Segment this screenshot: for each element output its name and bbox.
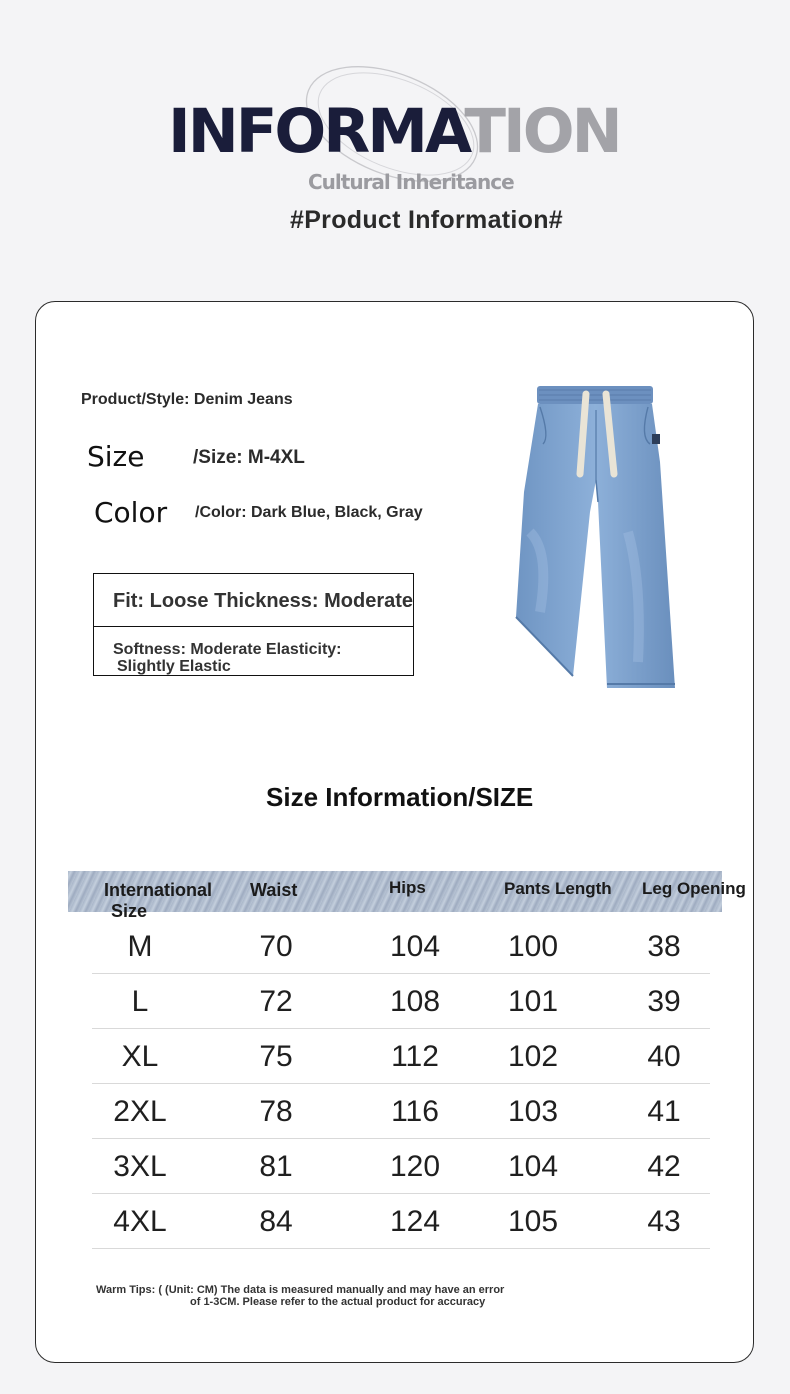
color-value: /Color: Dark Blue, Black, Gray — [195, 504, 423, 521]
cell-size: L — [131, 985, 149, 1018]
cell-waist: 81 — [259, 1150, 293, 1183]
softness-line-1: Softness: Moderate Elasticity: — [113, 641, 342, 658]
cell-hips: 124 — [389, 1205, 441, 1238]
cell-hips: 108 — [389, 985, 441, 1018]
cell-pants-length: 103 — [507, 1095, 559, 1128]
table-row — [92, 1084, 710, 1139]
fit-box-divider — [94, 626, 413, 627]
size-information-title: Size Information/SIZE — [266, 782, 534, 812]
cell-waist: 78 — [259, 1095, 293, 1128]
size-label: Size — [87, 440, 145, 473]
cell-leg-opening: 41 — [647, 1095, 681, 1128]
cell-size: XL — [121, 1040, 159, 1073]
cell-pants-length: 105 — [507, 1205, 559, 1238]
row-divider — [92, 1248, 710, 1249]
denim-jeans-icon — [510, 382, 685, 694]
cell-waist: 84 — [259, 1205, 293, 1238]
softness-line-2: Slightly Elastic — [117, 658, 231, 675]
cell-leg-opening: 40 — [647, 1040, 681, 1073]
header-subtitle: Cultural Inheritance — [308, 170, 514, 194]
header-waist: Waist — [250, 880, 298, 900]
cell-leg-opening: 43 — [647, 1205, 681, 1238]
cell-hips: 116 — [391, 1095, 439, 1128]
cell-pants-length: 102 — [507, 1040, 559, 1073]
title-dark-part: INFORMA — [168, 96, 465, 167]
cell-size: 3XL — [113, 1150, 167, 1183]
size-value: /Size: M-4XL — [193, 447, 305, 468]
cell-size: 4XL — [113, 1205, 167, 1238]
cell-leg-opening: 42 — [647, 1150, 681, 1183]
cell-hips: 120 — [389, 1150, 441, 1183]
cell-pants-length: 101 — [507, 985, 559, 1018]
table-row — [92, 919, 710, 974]
table-row — [92, 1139, 710, 1194]
cell-waist: 72 — [259, 985, 293, 1018]
cell-leg-opening: 38 — [647, 930, 681, 963]
information-title — [168, 96, 638, 168]
table-row — [92, 974, 710, 1029]
cell-pants-length: 100 — [507, 930, 559, 963]
product-style: Product/Style: Denim Jeans — [81, 391, 293, 408]
warm-tips — [96, 1284, 504, 1308]
cell-waist: 75 — [259, 1040, 293, 1073]
header-international-line1: International — [104, 880, 213, 900]
header-leg-opening: Leg Opening — [642, 879, 746, 898]
header-pants-length: Pants Length — [504, 879, 612, 898]
warm-tips-line1: Warm Tips: ( (Unit: CM) The data is measured manually and may have an error — [96, 1284, 505, 1296]
color-label: Color — [94, 496, 168, 529]
cell-pants-length: 104 — [507, 1150, 559, 1183]
product-information-tag: #Product Information# — [290, 206, 563, 234]
cell-size: M — [127, 930, 153, 963]
cell-hips: 112 — [391, 1040, 439, 1073]
cell-leg-opening: 39 — [647, 985, 681, 1018]
header-international-size — [104, 880, 212, 922]
cell-size: 2XL — [113, 1095, 167, 1128]
header-international-line2: Size — [111, 901, 148, 921]
table-row — [92, 1194, 710, 1249]
title-light-part: TION — [464, 96, 620, 167]
cell-waist: 70 — [259, 930, 293, 963]
table-row — [92, 1029, 710, 1084]
header-hips: Hips — [389, 878, 426, 897]
cell-hips: 104 — [389, 930, 441, 963]
softness-text — [113, 641, 342, 675]
warm-tips-line2: of 1-3CM. Please refer to the actual product for accuracy — [190, 1296, 486, 1308]
fit-text: Fit: Loose Thickness: Moderate — [113, 590, 414, 612]
